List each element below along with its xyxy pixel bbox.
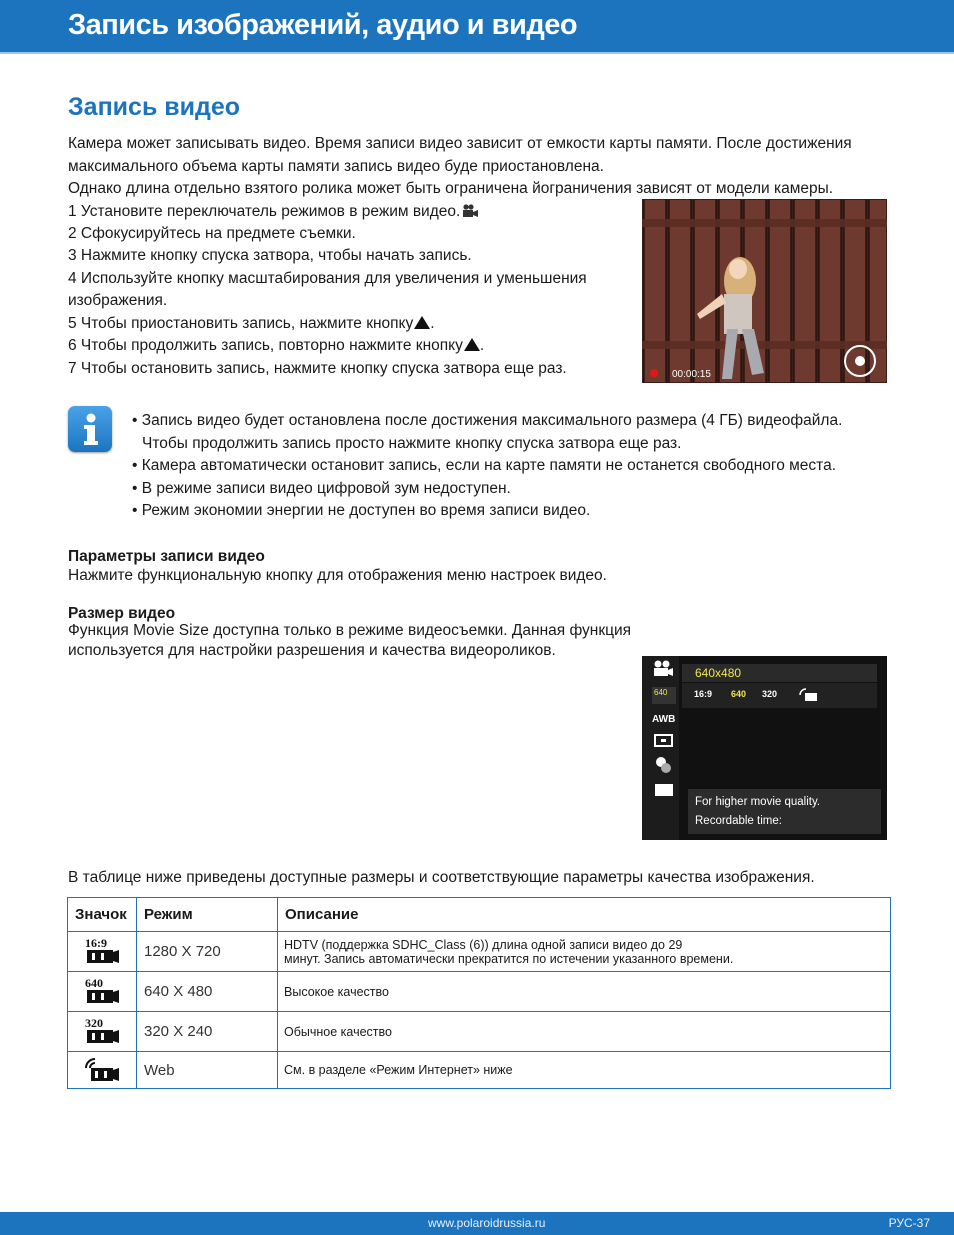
intro-line-2: максимального объема карты памяти запись видео буде приостановлена. <box>68 158 604 175</box>
table-intro: В таблице ниже приведены доступные размеры и соответствующие параметры качества изображения. <box>68 869 815 886</box>
note-1: • Запись видео будет остановлена после достижения максимального размера (4 ГБ) видеофайла. <box>132 412 843 429</box>
table-header-row <box>68 898 891 932</box>
size-text-1: Функция Movie Size доступна только в режиме видеосъемки. Данная функция <box>68 622 632 639</box>
row-icon-cell <box>68 932 137 972</box>
menu-info-line-1: For higher movie quality. <box>695 796 821 808</box>
step-1 <box>68 201 479 223</box>
page-title: Запись изображений, аудио и видео <box>68 9 578 41</box>
step-6-text: 6 Чтобы продолжить запись, повторно нажмите кнопку <box>68 337 463 354</box>
page-number: РУС-37 <box>888 1216 930 1230</box>
menu-option-640[interactable]: 640 <box>731 689 747 699</box>
qvga-320-icon <box>83 1015 121 1045</box>
row-desc: Обычное качество <box>278 1012 891 1052</box>
video-recording-photo <box>642 199 887 383</box>
step-5: 5 Чтобы приостановить запись, нажмите кнопку . <box>68 315 435 332</box>
step-4-cont: изображения. <box>68 292 168 309</box>
menu-icon-column <box>642 656 679 840</box>
table-row <box>68 1012 891 1052</box>
intro-line-1: Камера может записывать видео. Время записи видео зависит от емкости карты памяти. После достижения <box>68 135 852 152</box>
row-desc: Высокое качество <box>278 972 891 1012</box>
video-size-table <box>67 897 891 1089</box>
note-3: • В режиме записи видео цифровой зум недоступен. <box>132 479 511 497</box>
table-row <box>68 1052 891 1089</box>
step-4: 4 Используйте кнопку масштабирования для увеличения и уменьшения <box>68 270 587 287</box>
photo-timecode: 00:00:15 <box>672 369 711 380</box>
menu-option-169[interactable]: 16:9 <box>694 689 713 699</box>
page-header <box>0 0 954 52</box>
menu-option-web-icon[interactable] <box>798 688 820 702</box>
menu-title-bar: 640x480 <box>682 664 877 682</box>
menu-option-320[interactable]: 320 <box>762 689 778 699</box>
row-desc-line-2: минут. Запись автоматически прекратится по истечении указанного времени. <box>284 951 734 966</box>
table-row <box>68 932 891 972</box>
row-mode: 640 X 480 <box>137 972 278 1012</box>
header-mode: Режим <box>137 898 278 932</box>
notes-list <box>132 410 842 523</box>
header-desc: Описание <box>278 898 891 932</box>
row-desc <box>278 932 891 972</box>
section-title: Запись видео <box>68 93 241 121</box>
table-row <box>68 972 891 1012</box>
size-heading: Размер видео <box>68 605 176 622</box>
row-desc-line-1: HDTV (поддержка SDHC_Class (6)) длина одной записи видео до 29 <box>284 937 683 952</box>
up-triangle-icon <box>414 316 430 329</box>
up-triangle-icon <box>464 338 480 351</box>
note-2: • Камера автоматически остановит запись, если на карте памяти не останется свободного места. <box>132 457 837 474</box>
page-footer <box>0 1212 954 1235</box>
menu-icons <box>642 656 679 816</box>
step-2: 2 Сфокусируйтесь на предмете съемки. <box>68 225 356 242</box>
info-icon <box>68 406 112 452</box>
row-desc: См. в разделе «Режим Интернет» ниже <box>278 1052 891 1089</box>
params-text: Нажмите функциональную кнопку для отображения меню настроек видео. <box>68 567 607 584</box>
menu-info-box <box>688 789 881 834</box>
footer-url[interactable]: www.polaroidrussia.ru <box>428 1216 546 1230</box>
intro-line-3: Однако длина отдельно взятого ролика может быть ограничена йограничения зависят от модели камеры. <box>68 180 834 197</box>
row-mode: Web <box>137 1052 278 1089</box>
step-5-text: 5 Чтобы приостановить запись, нажмите кнопку <box>68 315 414 332</box>
menu-info-line-2: Recordable time: <box>695 815 782 827</box>
params-heading: Параметры записи видео <box>68 548 265 565</box>
row-icon-cell <box>68 1052 137 1089</box>
fence-scene-illustration <box>642 199 887 383</box>
icon-label-320: 320 <box>85 1016 103 1030</box>
row-icon-cell <box>68 1012 137 1052</box>
web-video-icon <box>83 1054 121 1084</box>
row-icon-cell <box>68 972 137 1012</box>
header-divider <box>0 52 954 54</box>
row-mode: 1280 X 720 <box>137 932 278 972</box>
size-text-2: используется для настройки разрешения и качества видеороликов. <box>68 642 556 659</box>
note-4: • Режим экономии энергии не доступен во время записи видео. <box>132 502 591 519</box>
step-1-text: 1 Установите переключатель режимов в режим видео. <box>68 203 461 220</box>
movie-size-menu <box>642 656 887 840</box>
icon-label-640: 640 <box>85 976 103 990</box>
header-icon: Значок <box>68 898 137 932</box>
menu-left-640: 640 <box>654 688 668 697</box>
menu-left-awb: AWB <box>652 714 676 725</box>
step-7: 7 Чтобы остановить запись, нажмите кнопку спуска затвора еще раз. <box>68 360 567 377</box>
row-mode: 320 X 240 <box>137 1012 278 1052</box>
note-1-cont: Чтобы продолжить запись просто нажмите кнопку спуска затвора еще раз. <box>142 434 682 452</box>
vga-640-icon <box>83 975 121 1005</box>
step-3: 3 Нажмите кнопку спуска затвора, чтобы начать запись. <box>68 247 472 264</box>
step-6: 6 Чтобы продолжить запись, повторно нажмите кнопку . <box>68 337 485 354</box>
video-camera-icon <box>462 204 479 218</box>
icon-label-169: 16:9 <box>85 936 107 950</box>
hd-169-icon <box>83 935 121 965</box>
